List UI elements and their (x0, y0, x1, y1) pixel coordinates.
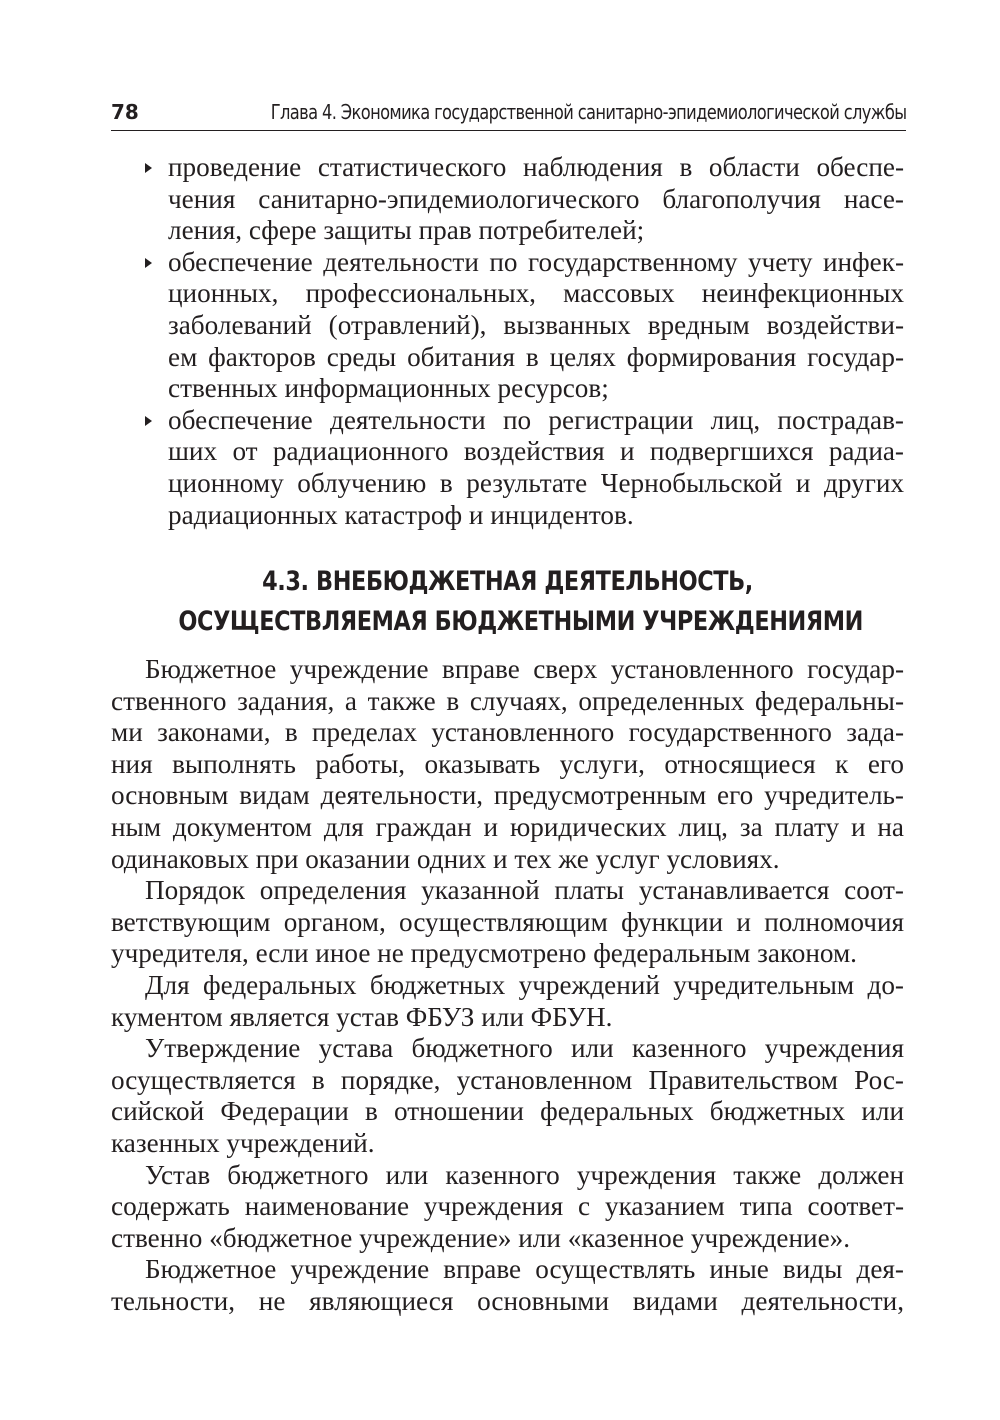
paragraph (111, 970, 904, 1033)
text-line: ственно «бюджетное учреждение» или «казенное учреждение». (111, 1222, 851, 1253)
text-line: проведение статистического наблюдения в области обеспе- (168, 152, 904, 182)
section-heading (111, 562, 904, 642)
text-line: ем факторов среды обитания в целях формирования государ- (168, 341, 904, 372)
text-line: ших от радиационного воздействия и подвергшихся радиа- (168, 436, 904, 467)
text-line: ственных информационных ресурсов; (168, 373, 609, 404)
text-line: Порядок определения указанной платы устанавливается соот- (145, 875, 904, 906)
text-line: Устав бюджетного или казенного учреждения также должен (145, 1159, 904, 1190)
section-body (111, 654, 904, 1317)
text-line: ления, сфере защиты прав потребителей; (168, 215, 645, 246)
page-number: 78 (111, 100, 139, 124)
paragraph (111, 1033, 904, 1159)
text-line: Утверждение устава бюджетного или казенного учреждения (145, 1033, 904, 1064)
bullet-triangle-icon (145, 258, 152, 268)
paragraph (111, 1254, 904, 1317)
list-item (111, 152, 904, 247)
text-line: ветствующим органом, осуществляющим функции и полномочия (111, 906, 904, 937)
text-line: одинаковых при оказании одних и тех же услуг условиях. (111, 843, 780, 874)
text-line: ционных, профессиональных, массовых неинфекционных (168, 278, 904, 309)
text-line: ния выполнять работы, оказывать услуги, относящиеся к его (111, 748, 904, 779)
text-line: ми законами, в пределах установленного государственного зада- (111, 717, 904, 748)
text-line: ционному облучению в результате Чернобыльской и других (168, 467, 904, 498)
text-line: содержать наименование учреждения с указанием типа соответ- (111, 1191, 904, 1222)
bullet-list (111, 152, 904, 531)
text-line: обеспечение деятельности по государственному учету инфек- (168, 246, 904, 277)
text-line: осуществляется в порядке, установленном Правительством Рос- (111, 1064, 904, 1095)
list-item (111, 247, 904, 405)
list-item (111, 405, 904, 531)
paragraph (111, 654, 904, 875)
text-line: Бюджетное учреждение вправе сверх установленного государ- (145, 654, 904, 684)
bullet-triangle-icon (145, 163, 152, 173)
section-heading-line: 4.3. ВНЕБЮДЖЕТНАЯ ДЕЯТЕЛЬНОСТЬ, (262, 566, 753, 597)
paragraph (111, 875, 904, 970)
text-line: Для федеральных бюджетных учреждений учредительным до- (145, 969, 904, 1000)
text-line: ственного задания, а также в случаях, определенных федеральны- (111, 685, 904, 716)
chapter-title: Глава 4. Экономика государственной санитарно-эпидемиологической службы (270, 100, 906, 124)
text-line: радиационных катастроф и инцидентов. (168, 499, 634, 530)
text-line: тельности, не являющиеся основными видами деятельности, (111, 1285, 904, 1316)
running-header (111, 98, 906, 131)
text-line: учредителя, если иное не предусмотрено федеральным законом. (111, 938, 857, 969)
text-line: заболеваний (отравлений), вызванных вредным воздействи- (168, 309, 904, 340)
text-line: обеспечение деятельности по регистрации лиц, пострадав- (168, 404, 904, 435)
bullet-triangle-icon (145, 416, 152, 426)
text-line: чения санитарно-эпидемиологического благополучия насе- (168, 183, 904, 214)
section-heading-line: ОСУЩЕСТВЛЯЕМАЯ БЮДЖЕТНЫМИ УЧРЕЖДЕНИЯМИ (178, 606, 863, 637)
text-line: сийской Федерации в отношении федеральных бюджетных или (111, 1096, 904, 1127)
text-line: Бюджетное учреждение вправе осуществлять иные виды дея- (145, 1254, 904, 1285)
paragraph (111, 1160, 904, 1255)
text-line: основным видам деятельности, предусмотренным его учредитель- (111, 780, 904, 811)
text-line: кументом является устав ФБУЗ или ФБУН. (111, 1001, 613, 1032)
text-line: казенных учреждений. (111, 1127, 375, 1158)
text-line: ным документом для граждан и юридических лиц, за плату и на (111, 811, 904, 842)
